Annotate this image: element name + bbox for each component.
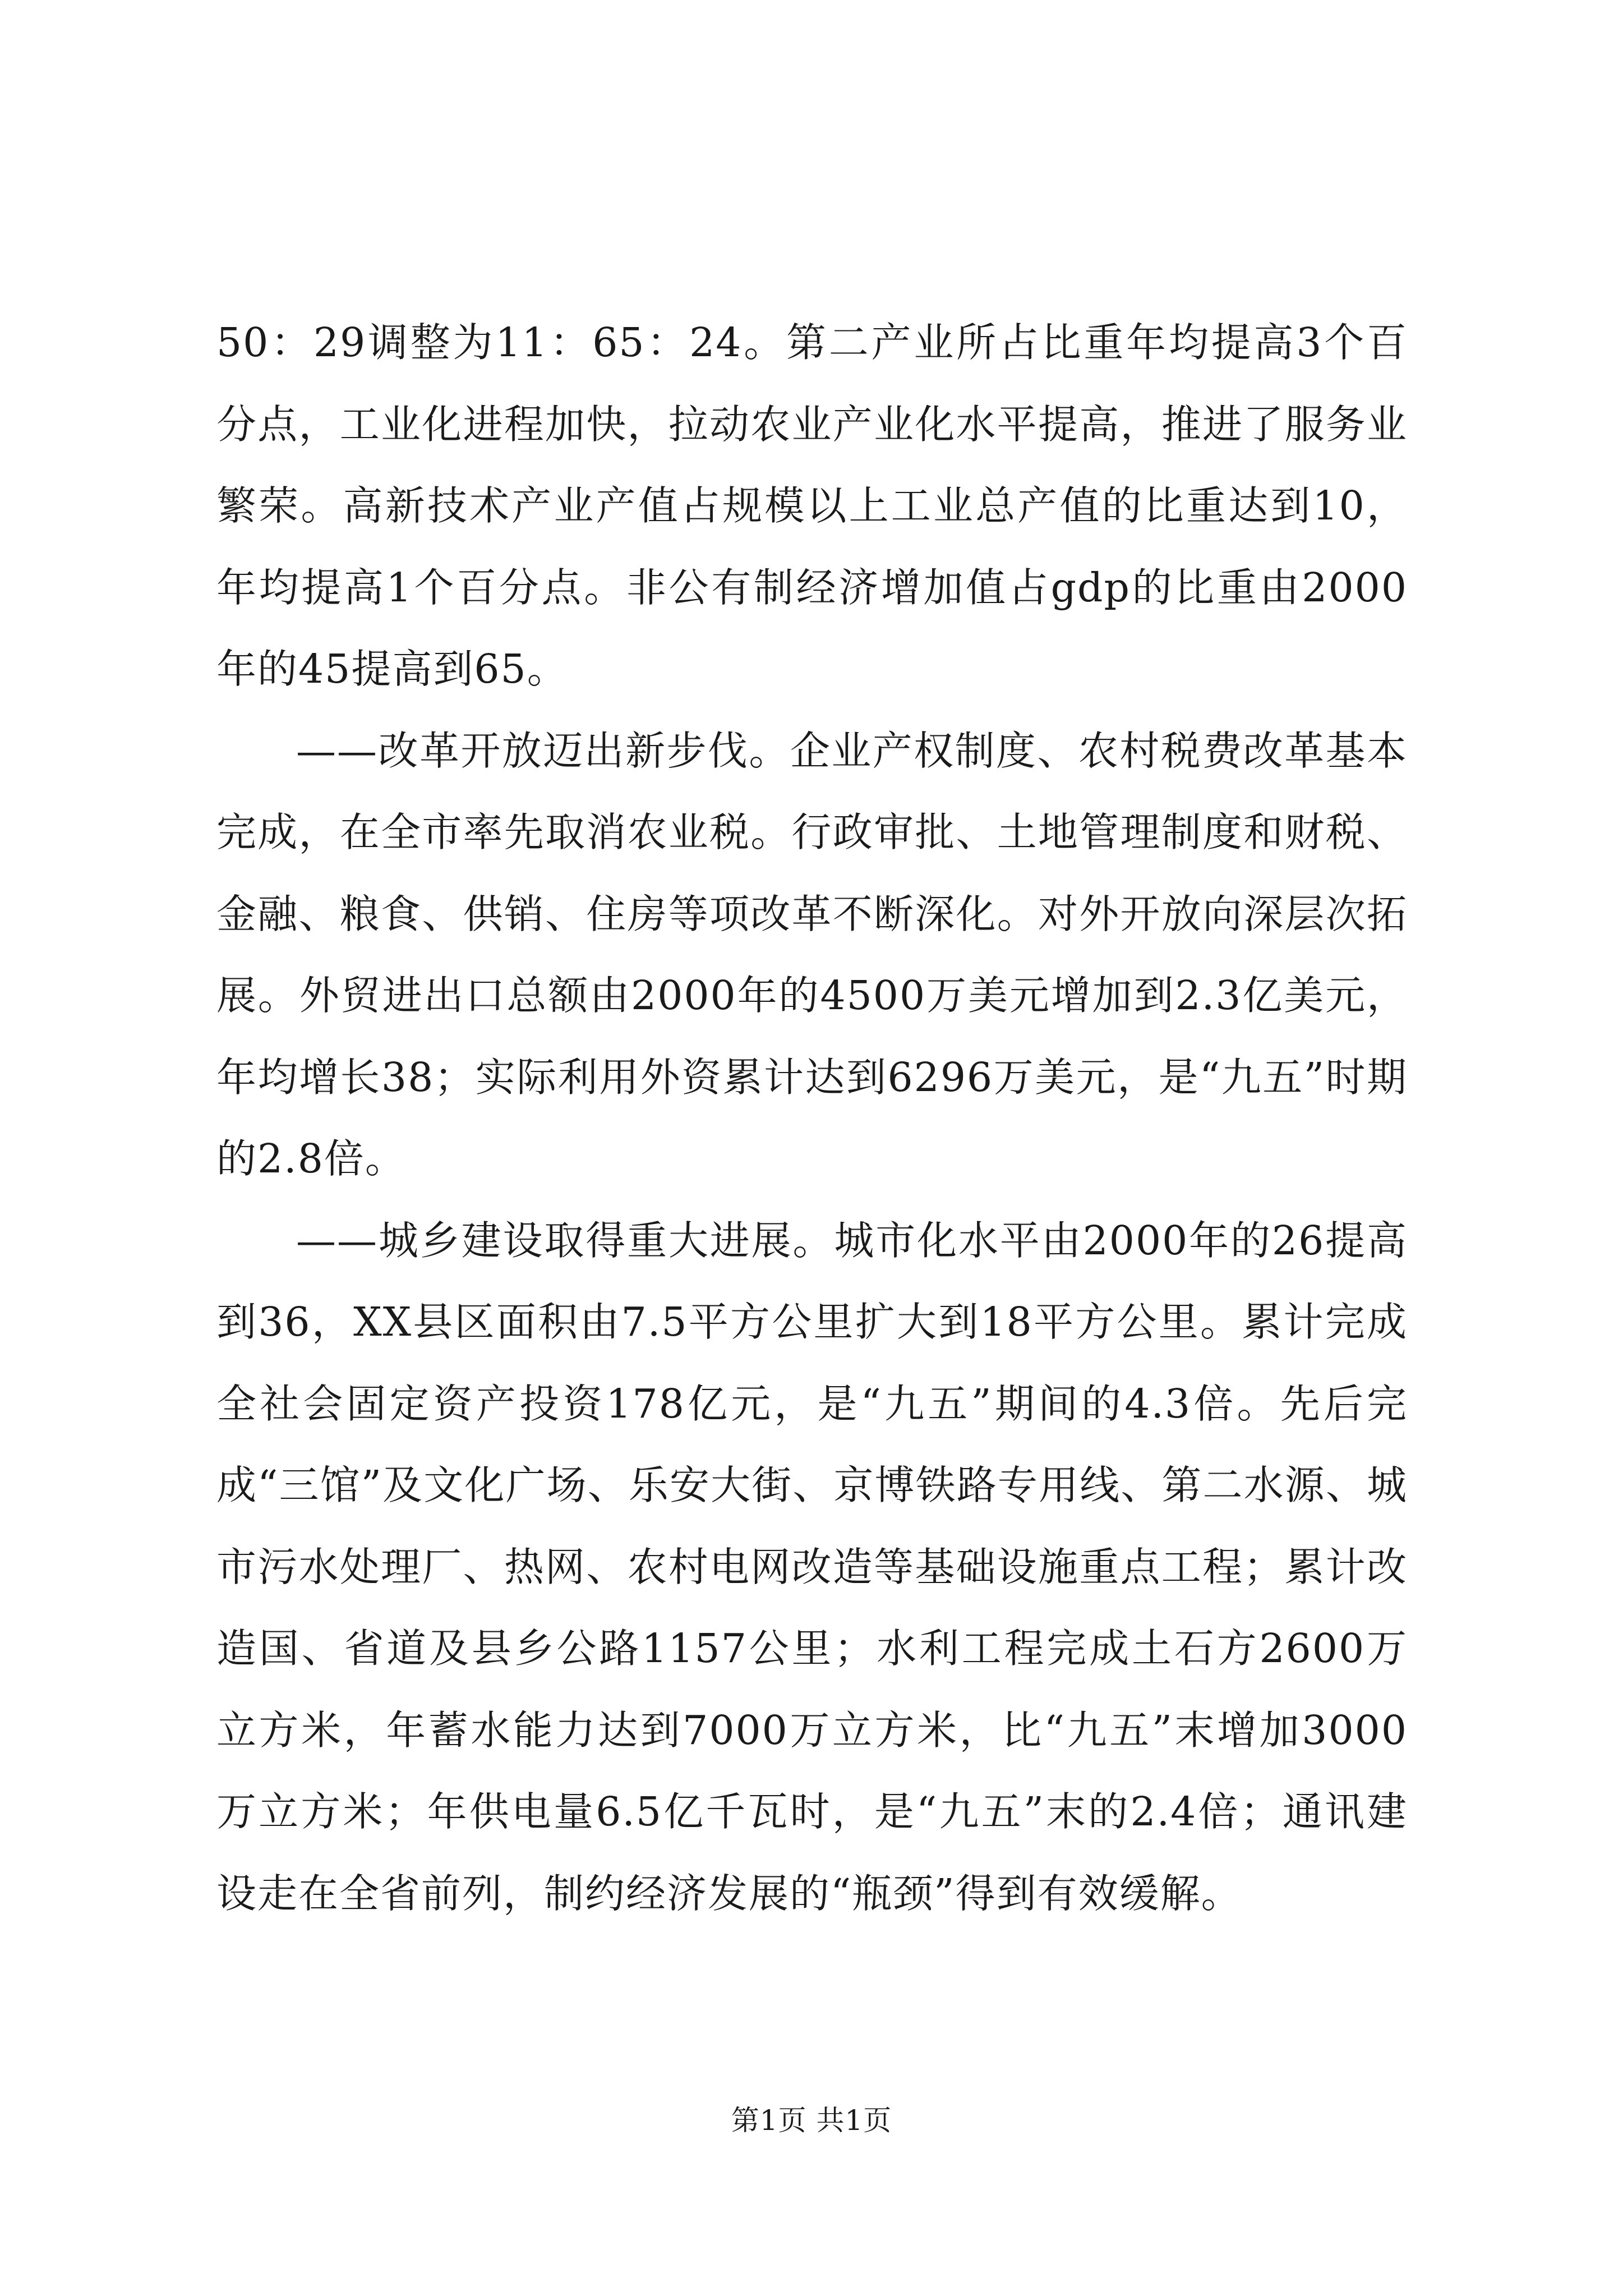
paragraph-urban-rural-construction: ——城乡建设取得重大进展。城市化水平由2000年的26提高到36，XX县区面积由7.5平方公里扩大到18平方公里。累计完成全社会固定资产投资178亿元，是“九五”期间的4.3倍。先后完成“三馆”及文化广场、乐安大街、京博铁路专用线、第二水源、城市污水处理厂、热网、农村电网改造等基础设施重点工程；累计改造国、省道及县乡公路1157公里；水利工程完成土石方2600万立方米，年蓄水能力达到7000万立方米，比“九五”末增加3000万立方米；年供电量6.5亿千瓦时，是“九五”末的2.4倍；通讯建设走在全省前列，制约经济发展的“瓶颈”得到有效缓解。 [216,1217,1408,1917]
page-footer: 第1页 共1页 [731,2104,892,2137]
document-body [216,302,1408,1934]
paragraph-reform-opening: ——改革开放迈出新步伐。企业产权制度、农村税费改革基本完成，在全市率先取消农业税。行政审批、土地管理制度和财税、金融、粮食、供销、住房等项改革不断深化。对外开放向深层次拓展。外贸进出口总额由2000年的4500万美元增加到2.3亿美元，年均增长38；实际利用外资累计达到6296万美元，是“九五”时期的2.8倍。 [216,727,1408,1182]
paragraph-economic-structure: 50：29调整为11：65：24。第二产业所占比重年均提高3个百分点，工业化进程加快，拉动农业产业化水平提高，推进了服务业繁荣。高新技术产业产值占规模以上工业总产值的比重达到10，年均提高1个百分点。非公有制经济增加值占gdp的比重由2000年的45提高到65。 [216,319,1408,692]
